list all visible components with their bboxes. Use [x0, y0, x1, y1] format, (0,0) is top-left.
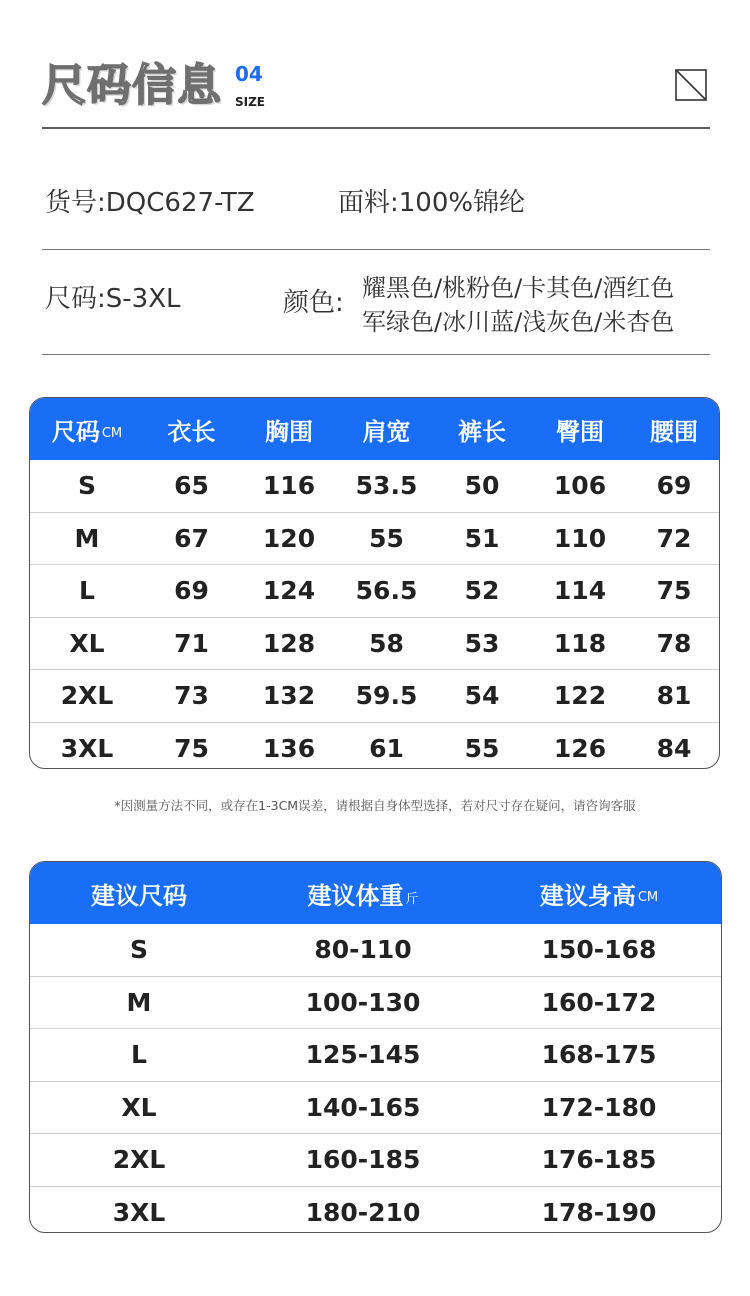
table-cell: 120	[262, 523, 316, 553]
table-cell: L	[79, 576, 95, 606]
table-cell: 110	[553, 523, 607, 553]
header-size-label: 尺码	[51, 417, 100, 446]
table-cell: 69	[174, 576, 209, 606]
item-number: 货号:DQC627-TZ	[45, 188, 255, 218]
header-size-unit: CM	[101, 425, 123, 441]
table-row	[30, 669, 719, 722]
table-cell: 150-168	[541, 935, 657, 965]
table-cell: 114	[553, 576, 607, 606]
table-cell: XL	[121, 1092, 157, 1122]
header-cell: 肩宽	[362, 417, 411, 446]
info-divider	[42, 354, 710, 355]
header-cell: 腰围	[650, 417, 698, 446]
section-subtitle: SIZE	[235, 95, 266, 109]
table-cell: 55	[369, 523, 404, 553]
header-cell-height	[478, 862, 720, 924]
table-cell: L	[131, 1040, 147, 1070]
table-cell: S	[77, 471, 96, 501]
diagonal-box-icon	[675, 69, 707, 101]
recommend-table-body	[30, 924, 721, 1233]
table-cell: 160-172	[541, 987, 657, 1017]
header-cell: 臀围	[556, 417, 604, 446]
table-row	[30, 924, 721, 976]
table-cell: 50	[464, 471, 500, 501]
table-row	[30, 722, 719, 770]
table-cell: 72	[656, 523, 692, 553]
header-weight-unit: 斤	[405, 891, 419, 907]
table-cell: 75	[656, 576, 692, 606]
table-cell: 71	[174, 628, 209, 658]
table-cell: 128	[262, 628, 316, 658]
table-cell: 53.5	[355, 471, 418, 501]
header-height-label: 建议身高	[539, 881, 636, 910]
table-cell: 106	[553, 471, 607, 501]
recommend-table	[29, 861, 722, 1233]
table-cell: 75	[174, 733, 209, 763]
header-cell: 建议尺码	[91, 881, 187, 910]
table-row	[30, 1028, 721, 1081]
table-cell: 53	[464, 628, 500, 658]
table-cell: 61	[369, 733, 404, 763]
header-cell: 胸围	[265, 417, 313, 446]
table-cell: 124	[262, 576, 316, 606]
color-line: 耀黑色/桃粉色/卡其色/酒红色	[362, 274, 675, 302]
table-cell: 80-110	[314, 935, 412, 965]
table-cell: 180-210	[305, 1197, 421, 1227]
table-cell: 52	[464, 576, 500, 606]
header-height-unit: CM	[637, 889, 659, 905]
table-cell: 81	[656, 681, 692, 711]
table-cell: 78	[656, 628, 692, 658]
table-cell: 51	[464, 523, 500, 553]
header-cell-size	[30, 398, 144, 460]
header-cell: 裤长	[458, 417, 506, 446]
table-cell: 73	[174, 681, 209, 711]
table-row	[30, 512, 719, 565]
table-cell: 67	[174, 523, 209, 553]
info-divider	[42, 249, 710, 250]
table-cell: 58	[369, 628, 404, 658]
section-number: 04	[235, 62, 263, 86]
table-cell: 69	[656, 471, 692, 501]
table-cell: M	[126, 987, 152, 1017]
size-table-header	[30, 398, 719, 460]
table-cell: 116	[262, 471, 316, 501]
table-cell: 160-185	[305, 1145, 421, 1175]
table-cell: 3XL	[60, 733, 114, 763]
table-cell: XL	[69, 628, 105, 658]
table-cell: M	[74, 523, 100, 553]
color-list	[362, 271, 674, 339]
table-cell: 172-180	[541, 1092, 657, 1122]
table-cell: 2XL	[60, 681, 114, 711]
table-cell: 54	[464, 681, 500, 711]
table-cell: 140-165	[305, 1092, 421, 1122]
header-divider	[42, 127, 710, 129]
table-row	[30, 564, 719, 617]
measurement-note: *因测量方法不同，或存在1-3CM误差，请根据自身体型选择，若对尺寸存在疑问，请咨询客服	[114, 798, 636, 813]
recommend-table-header	[30, 862, 721, 924]
color-label: 颜色:	[283, 288, 344, 318]
size-table-body	[30, 460, 719, 769]
table-row	[30, 617, 719, 670]
table-cell: 100-130	[305, 987, 421, 1017]
table-row	[30, 460, 719, 512]
table-cell: 176-185	[541, 1145, 657, 1175]
table-cell: 3XL	[112, 1197, 166, 1227]
header-cell: 衣长	[167, 417, 216, 446]
table-cell: 56.5	[355, 576, 418, 606]
table-row	[30, 976, 721, 1029]
table-row	[30, 1081, 721, 1134]
table-cell: 84	[656, 733, 692, 763]
table-cell: 136	[262, 733, 316, 763]
table-cell: 59.5	[355, 681, 418, 711]
table-cell: 55	[464, 733, 500, 763]
table-cell: 126	[553, 733, 607, 763]
size-range: 尺码:S-3XL	[45, 284, 181, 314]
header-weight-label: 建议体重	[307, 881, 404, 910]
color-line: 军绿色/冰川蓝/浅灰色/米杏色	[362, 308, 675, 336]
header-cell-weight	[248, 862, 478, 924]
table-cell: 122	[553, 681, 607, 711]
size-table	[29, 397, 720, 769]
table-row	[30, 1186, 721, 1234]
page-title: 尺码信息	[42, 60, 222, 111]
table-cell: 132	[262, 681, 316, 711]
table-cell: 118	[553, 628, 607, 658]
table-cell: 125-145	[305, 1040, 421, 1070]
table-cell: 2XL	[112, 1145, 166, 1175]
table-cell: 168-175	[541, 1040, 657, 1070]
table-cell: 65	[174, 471, 209, 501]
table-row	[30, 1133, 721, 1186]
table-cell: 178-190	[541, 1197, 657, 1227]
table-cell: S	[129, 935, 148, 965]
fabric: 面料:100%锦纶	[338, 188, 526, 218]
